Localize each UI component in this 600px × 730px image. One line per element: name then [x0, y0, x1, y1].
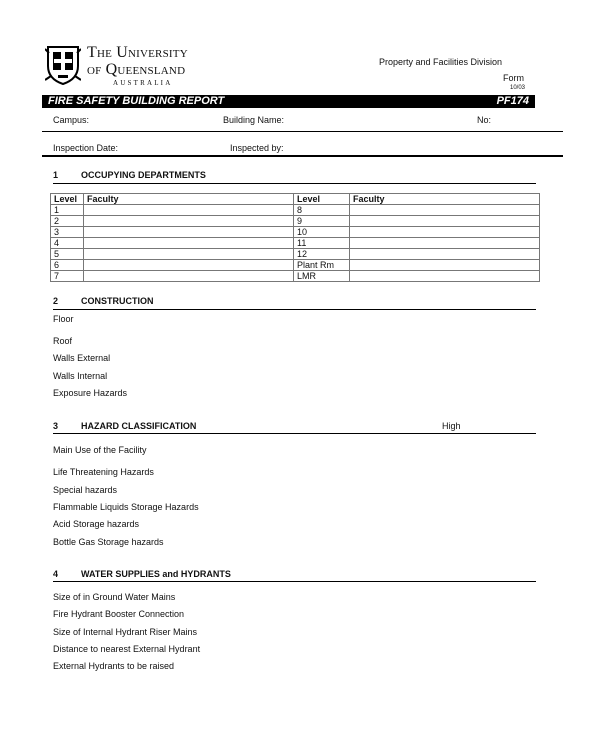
table-cell-level: 8: [294, 205, 350, 216]
building-number-field-label: No:: [477, 115, 492, 125]
section-4-title: WATER SUPPLIES and HYDRANTS: [81, 569, 231, 579]
table-row: [51, 216, 540, 227]
table-cell-faculty[interactable]: [84, 260, 294, 271]
table-cell-faculty[interactable]: [84, 249, 294, 260]
table-cell-faculty[interactable]: [84, 205, 294, 216]
construction-item-walls-internal: Walls Internal: [53, 371, 108, 381]
table-header-level: Level: [51, 194, 84, 205]
university-name-line2: of Queensland: [87, 61, 186, 78]
table-header-row: [51, 194, 540, 205]
table-row: [51, 227, 540, 238]
occupying-departments-table: [50, 193, 540, 282]
table-cell-level: Plant Rm: [294, 260, 350, 271]
division-name: Property and Facilities Division: [379, 57, 503, 67]
table-cell-level: 7: [51, 271, 84, 282]
table-header-level: Level: [294, 194, 350, 205]
section-1-title: OCCUPYING DEPARTMENTS: [81, 170, 206, 180]
table-cell-faculty[interactable]: [350, 205, 540, 216]
table-cell-faculty[interactable]: [84, 227, 294, 238]
section-2-underline: [53, 309, 536, 310]
table-cell-faculty[interactable]: [350, 249, 540, 260]
table-cell-level: 10: [294, 227, 350, 238]
table-cell-faculty[interactable]: [350, 238, 540, 249]
table-row: [51, 238, 540, 249]
table-cell-level: LMR: [294, 271, 350, 282]
hazard-item-bottle-gas: Bottle Gas Storage hazards: [53, 537, 164, 547]
construction-item-exposure-hazards: Exposure Hazards: [53, 388, 128, 398]
inspection-date-field-label: Inspection Date:: [53, 143, 119, 153]
table-row: [51, 249, 540, 260]
table-cell-faculty[interactable]: [84, 271, 294, 282]
table-cell-faculty[interactable]: [350, 260, 540, 271]
section-3-title: HAZARD CLASSIFICATION: [81, 421, 197, 431]
table-cell-faculty[interactable]: [84, 238, 294, 249]
table-cell-level: 4: [51, 238, 84, 249]
section-1-underline: [53, 183, 536, 184]
campus-field-label: Campus:: [53, 115, 90, 125]
table-cell-level: 3: [51, 227, 84, 238]
table-row: [51, 205, 540, 216]
form-date: 10/03: [510, 85, 526, 91]
hazard-item-acid-storage: Acid Storage hazards: [53, 519, 140, 529]
section-1-number: 1: [53, 170, 59, 180]
divider: [42, 155, 563, 157]
section-4-underline: [53, 581, 536, 582]
form-label: Form: [503, 73, 524, 83]
table-cell-level: 5: [51, 249, 84, 260]
section-3-number: 3: [53, 421, 59, 431]
water-item-riser-mains: Size of Internal Hydrant Riser Mains: [53, 627, 198, 637]
table-cell-faculty[interactable]: [350, 227, 540, 238]
hazard-item-special: Special hazards: [53, 485, 118, 495]
construction-item-floor: Floor: [53, 314, 74, 324]
table-cell-level: 12: [294, 249, 350, 260]
building-name-field-label: Building Name:: [223, 115, 285, 125]
divider: [42, 131, 563, 132]
form-code: PF174: [496, 95, 529, 107]
table-cell-level: 1: [51, 205, 84, 216]
construction-item-walls-external: Walls External: [53, 353, 111, 363]
university-crest-logo: [45, 44, 81, 86]
water-item-hydrants-raised: External Hydrants to be raised: [53, 661, 175, 671]
report-title-bar: [42, 95, 535, 108]
water-item-ground-mains: Size of in Ground Water Mains: [53, 592, 176, 602]
table-cell-level: 11: [294, 238, 350, 249]
water-item-booster-connection: Fire Hydrant Booster Connection: [53, 609, 185, 619]
table-cell-faculty[interactable]: [350, 216, 540, 227]
table-header-faculty: Faculty: [350, 194, 540, 205]
table-cell-faculty[interactable]: [350, 271, 540, 282]
table-cell-level: 9: [294, 216, 350, 227]
hazard-high-column-label: High: [442, 421, 461, 431]
hazard-item-life-threatening: Life Threatening Hazards: [53, 467, 154, 477]
section-2-number: 2: [53, 296, 59, 306]
construction-item-roof: Roof: [53, 336, 73, 346]
section-3-underline: [53, 433, 536, 434]
report-title: FIRE SAFETY BUILDING REPORT: [48, 95, 225, 107]
table-cell-level: 2: [51, 216, 84, 227]
water-item-nearest-hydrant: Distance to nearest External Hydrant: [53, 644, 201, 654]
university-name-line1: The University: [87, 44, 188, 61]
section-2-title: CONSTRUCTION: [81, 296, 154, 306]
table-cell-faculty[interactable]: [84, 216, 294, 227]
hazard-item-flammable-liquids: Flammable Liquids Storage Hazards: [53, 502, 199, 512]
table-row: [51, 260, 540, 271]
table-row: [51, 271, 540, 282]
hazard-item-main-use: Main Use of the Facility: [53, 445, 147, 455]
inspected-by-field-label: Inspected by:: [230, 143, 284, 153]
table-cell-level: 6: [51, 260, 84, 271]
university-country: AUSTRALIA: [113, 79, 173, 87]
table-header-faculty: Faculty: [84, 194, 294, 205]
section-4-number: 4: [53, 569, 59, 579]
